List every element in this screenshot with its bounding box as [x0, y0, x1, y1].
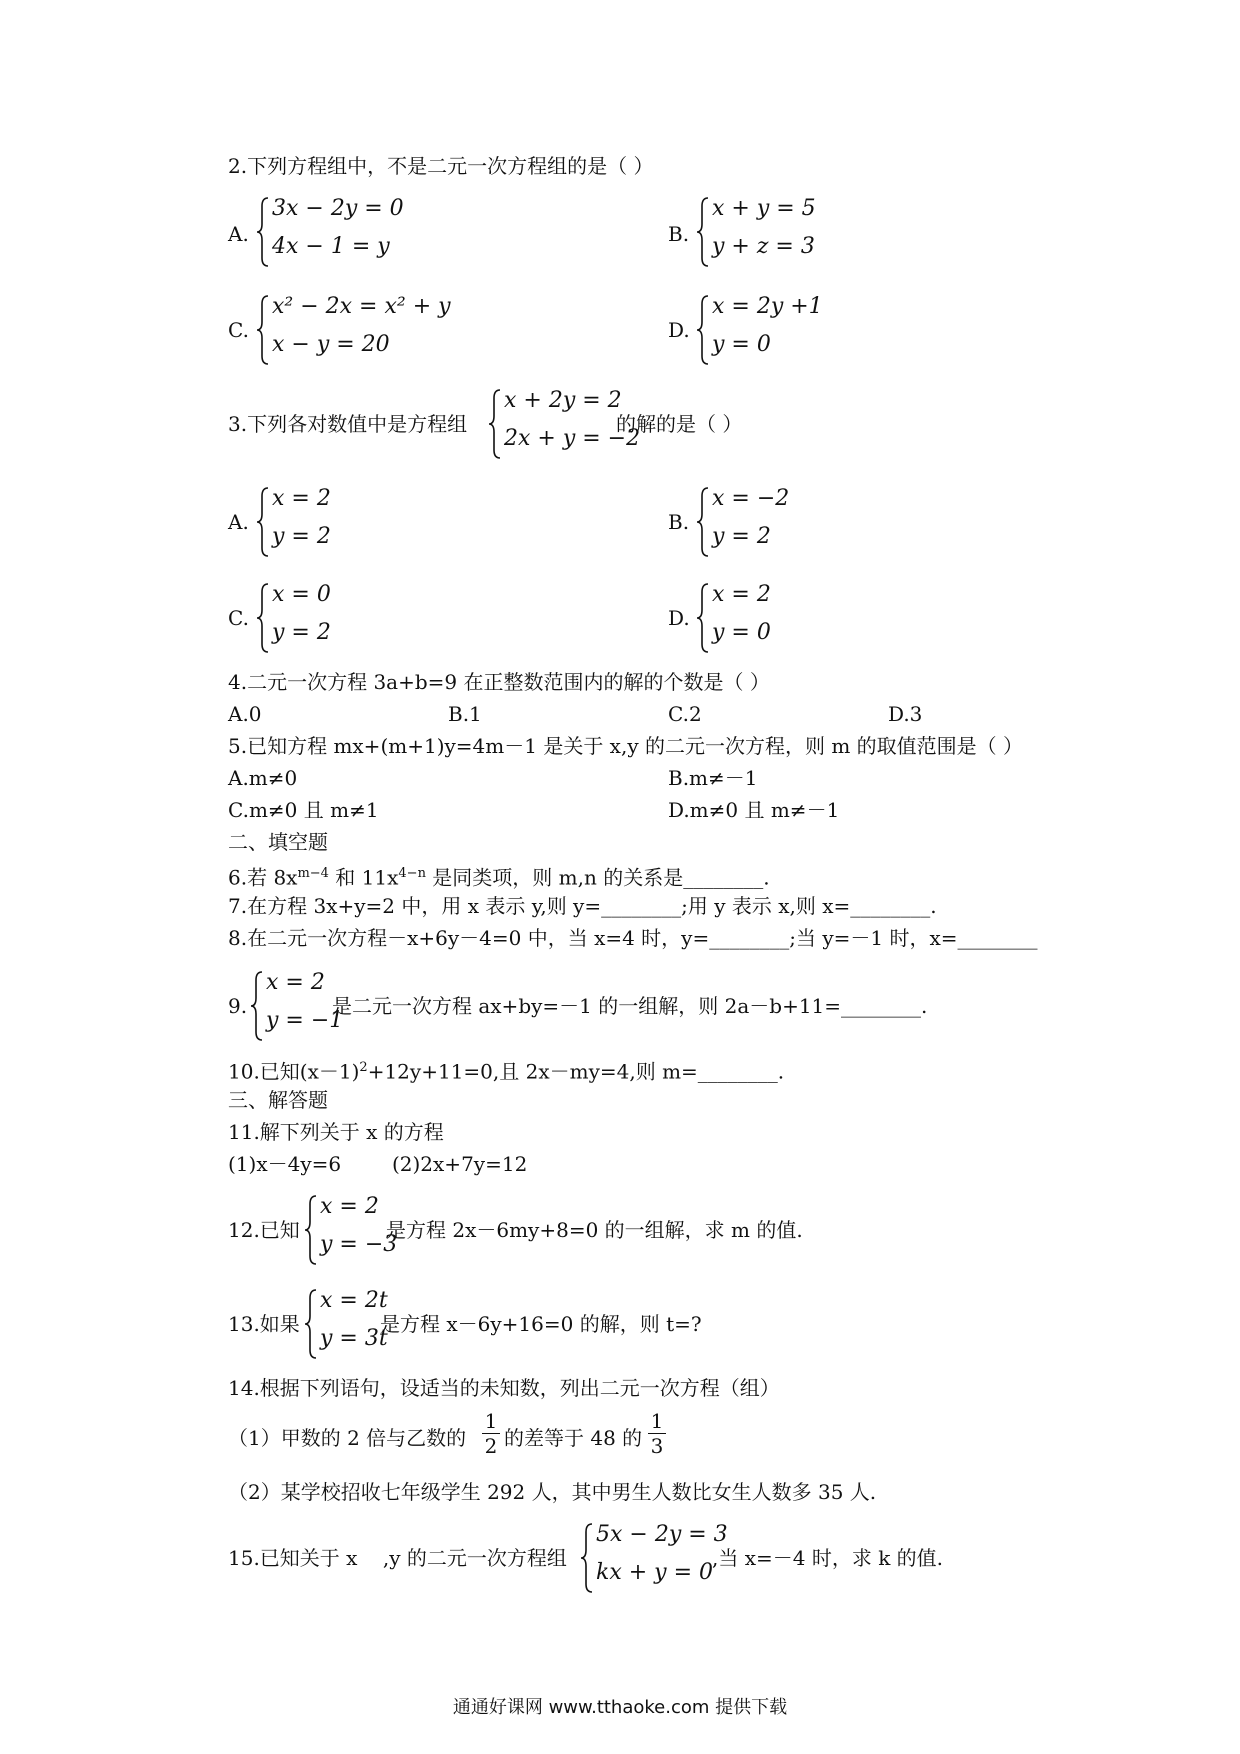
q6-part-c: 是同类项，则 m,n 的关系是________. — [425, 865, 770, 890]
q4-option-c: C.2 — [668, 702, 702, 726]
q13-text: 是方程 x－6y+16=0 的解，则 t=? — [380, 1312, 702, 1336]
q12-eq2: y = −3 — [320, 1232, 398, 1257]
fraction-one-half — [482, 1410, 500, 1457]
q6 — [228, 862, 770, 890]
brace-icon — [256, 486, 270, 558]
brace-icon — [250, 970, 264, 1042]
fraction-denominator: 2 — [484, 1434, 498, 1458]
q3-a-eq2: y = 2 — [272, 524, 331, 549]
q12-text: 是方程 2x－6my+8=0 的一组解，求 m 的值. — [386, 1218, 803, 1242]
q5-option-b: B.m≠－1 — [668, 766, 758, 790]
fraction-denominator: 3 — [650, 1434, 664, 1458]
q9-eq2: y = −1 — [266, 1008, 344, 1033]
q4-option-d: D.3 — [888, 702, 923, 726]
brace-icon — [696, 196, 710, 268]
q3-stem-a: 3.下列各对数值中是方程组 — [228, 412, 468, 436]
q2-b-eq1: x + y = 5 — [712, 196, 816, 221]
q8: 8.在二元一次方程－x+6y－4=0 中，当 x=4 时，y=________;当 y=－1 时，x=________ — [228, 926, 1038, 950]
q3-option-a-label: A. — [228, 510, 249, 534]
brace-icon — [696, 294, 710, 366]
q3-option-c-label: C. — [228, 606, 249, 630]
brace-icon — [580, 1522, 594, 1594]
q15-eq2: kx + y = 0 — [596, 1560, 714, 1585]
q15-label: 15.已知关于 x ,y 的二元一次方程组 — [228, 1546, 567, 1570]
q3-b-eq2: y = 2 — [712, 524, 771, 549]
q2-stem: 2.下列方程组中，不是二元一次方程组的是（ ） — [228, 154, 654, 178]
q6-part-b: 和 11x — [328, 865, 399, 890]
q4-option-b: B.1 — [448, 702, 482, 726]
fraction-numerator: 1 — [484, 1409, 498, 1433]
q4-stem: 4.二元一次方程 3a+b=9 在正整数范围内的解的个数是（ ） — [228, 670, 770, 694]
q10-part-a: 10.已知(x－1) — [228, 1059, 360, 1084]
section-fill-in: 二、填空题 — [228, 830, 328, 854]
q9-text: 是二元一次方程 ax+by=－1 的一组解，则 2a－b+11=________. — [332, 994, 928, 1018]
q2-a-eq2: 4x − 1 = y — [272, 234, 390, 259]
q3-c-eq2: y = 2 — [272, 620, 331, 645]
q12-eq1: x = 2 — [320, 1194, 379, 1219]
section-answer: 三、解答题 — [228, 1088, 328, 1112]
q2-option-b-label: B. — [668, 222, 690, 246]
q10-part-b: +12y+11=0,且 2x－my=4,则 m=________. — [367, 1059, 785, 1084]
q4-option-a: A.0 — [228, 702, 262, 726]
q2-b-eq2: y + z = 3 — [712, 234, 815, 259]
q5-option-d: D.m≠0 且 m≠－1 — [668, 798, 840, 822]
q3-b-eq1: x = −2 — [712, 486, 790, 511]
brace-icon — [304, 1194, 318, 1266]
brace-icon — [696, 486, 710, 558]
q7: 7.在方程 3x+y=2 中，用 x 表示 y,则 y=________;用 y 表示 x,则 x=________. — [228, 894, 937, 918]
q14-stem: 14.根据下列语句，设适当的未知数，列出二元一次方程（组） — [228, 1376, 780, 1400]
brace-icon — [256, 294, 270, 366]
q2-option-c-label: C. — [228, 318, 249, 342]
q6-exponent-1: m−4 — [297, 866, 329, 881]
q10-exponent: 2 — [359, 1060, 368, 1075]
fraction-one-third — [648, 1410, 666, 1457]
q14-part1-a: （1）甲数的 2 倍与乙数的 — [228, 1426, 467, 1450]
q15-text: ,当 x=－4 时，求 k 的值. — [712, 1546, 944, 1570]
q14-part2: （2）某学校招收七年级学生 292 人，其中男生人数比女生人数多 35 人. — [228, 1480, 877, 1504]
q5-option-a: A.m≠0 — [228, 766, 298, 790]
q3-option-d-label: D. — [668, 606, 690, 630]
q2-c-eq2: x − y = 20 — [272, 332, 390, 357]
q5-stem: 5.已知方程 mx+(m+1)y=4m－1 是关于 x,y 的二元一次方程，则 m 的取值范围是（ ） — [228, 734, 1024, 758]
q2-d-eq1: x = 2y +1 — [712, 294, 823, 319]
brace-icon — [488, 388, 502, 460]
brace-icon — [304, 1288, 318, 1360]
page-footer: 通通好课网 www.tthaoke.com 提供下载 — [452, 1697, 788, 1718]
q13-label: 13.如果 — [228, 1312, 300, 1336]
fraction-numerator: 1 — [650, 1409, 664, 1433]
q5-option-c: C.m≠0 且 m≠1 — [228, 798, 379, 822]
brace-icon — [696, 582, 710, 654]
q13-eq1: x = 2t — [320, 1288, 388, 1313]
q15-eq1: 5x − 2y = 3 — [596, 1522, 728, 1547]
q9-eq1: x = 2 — [266, 970, 325, 995]
q9-label: 9. — [228, 994, 248, 1018]
q3-sys-eq2: 2x + y = −2 — [504, 426, 641, 451]
q3-d-eq2: y = 0 — [712, 620, 771, 645]
q13-eq2: y = 3t — [320, 1326, 388, 1351]
q11-stem: 11.解下列关于 x 的方程 — [228, 1120, 444, 1144]
brace-icon — [256, 196, 270, 268]
q6-exponent-2: 4−n — [398, 866, 426, 881]
q3-c-eq1: x = 0 — [272, 582, 331, 607]
q2-c-eq1: x² − 2x = x² + y — [272, 294, 451, 319]
q3-option-b-label: B. — [668, 510, 690, 534]
q2-d-eq2: y = 0 — [712, 332, 771, 357]
brace-icon — [256, 582, 270, 654]
q11-parts: (1)x－4y=6 (2)2x+7y=12 — [228, 1152, 528, 1176]
q3-a-eq1: x = 2 — [272, 486, 331, 511]
q12-label: 12.已知 — [228, 1218, 300, 1242]
q3-stem-b: 的解的是（ ） — [616, 412, 743, 436]
q10 — [228, 1056, 784, 1084]
q2-option-a-label: A. — [228, 222, 249, 246]
q2-a-eq1: 3x − 2y = 0 — [272, 196, 404, 221]
q2-option-d-label: D. — [668, 318, 690, 342]
q3-sys-eq1: x + 2y = 2 — [504, 388, 622, 413]
q14-part1-b: 的差等于 48 的 — [504, 1426, 643, 1450]
q6-part-a: 6.若 8x — [228, 865, 298, 890]
q3-d-eq1: x = 2 — [712, 582, 771, 607]
